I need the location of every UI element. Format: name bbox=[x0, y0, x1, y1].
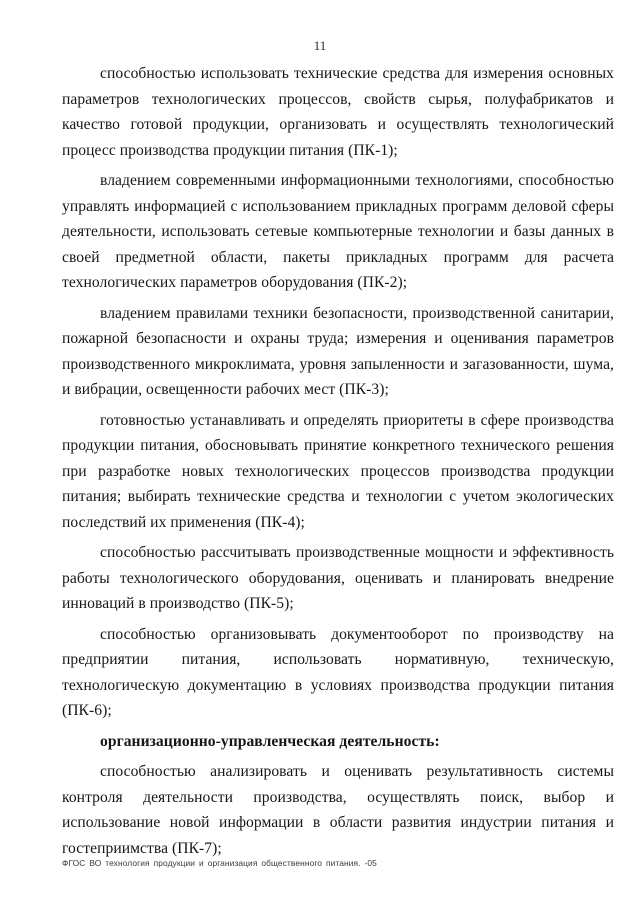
footer-note: ФГОС ВО технология продукции и организация общественного питания. -05 bbox=[62, 858, 377, 868]
paragraph-pk1: способностью использовать технические средства для измерения основных параметров технологических процессов, свойств сырья, полуфабрикатов и качество готовой продукции, организовать и осуществлять технологический процесс производства продукции питания (ПК-1); bbox=[62, 65, 614, 159]
paragraph-pk7: способностью анализировать и оценивать результативность системы контроля деятельности производства, осуществлять поиск, выбор и использование новой информации в области развития индустрии питания и гостеприимства (ПК-7); bbox=[62, 763, 614, 857]
paragraph-pk4: готовностью устанавливать и определять приоритеты в сфере производства продукции питания, обосновывать принятие конкретного технического решения при разработке новых технологических процессов производства продукции питания; выбирать технические средства и технологии с учетом экологических последствий их применения (ПК-4); bbox=[62, 411, 614, 531]
paragraph-pk5: способностью рассчитывать производственные мощности и эффективность работы технологического оборудования, оценивать и планировать внедрение инноваций в производство (ПК-5); bbox=[62, 544, 614, 612]
page-number: 11 bbox=[313, 38, 327, 53]
paragraph-pk6: способностью организовывать документооборот по производству на предприятии питания, использовать нормативную, техническую, технологическую документацию в условиях производства продукции питания (ПК-6); bbox=[62, 625, 614, 719]
document-body bbox=[62, 61, 614, 866]
section-heading: организационно-управленческая деятельность: bbox=[100, 732, 440, 750]
paragraph-pk3: владением правилами техники безопасности, производственной санитарии, пожарной безопасности и охраны труда; измерения и оценивания параметров производственного микроклимата, уровня запыленности и загазованности, шума, и вибрации, освещенности рабочих мест (ПК-3); bbox=[62, 304, 614, 398]
paragraph-pk2: владением современными информационными технологиями, способностью управлять информацией с использованием прикладных программ деловой сферы деятельности, использовать сетевые компьютерные технологии и базы данных в своей предметной области, пакеты прикладных программ для расчета технологических параметров оборудования (ПК-2); bbox=[62, 172, 614, 291]
